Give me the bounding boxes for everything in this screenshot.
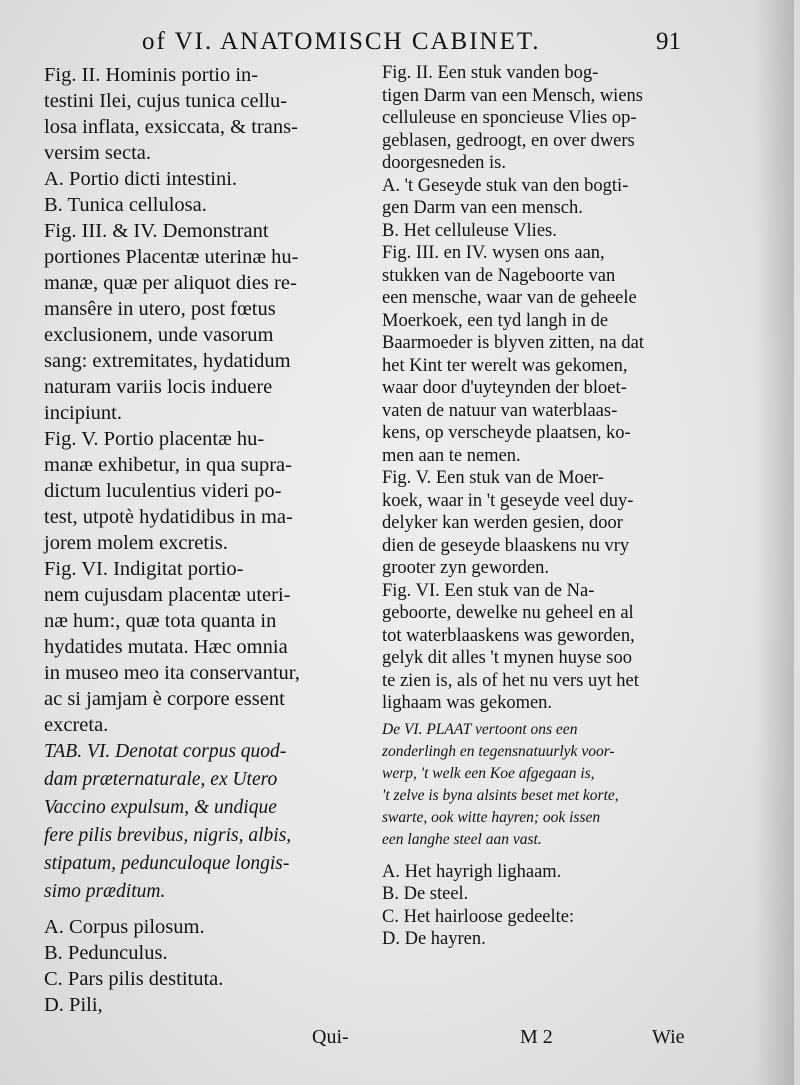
dutch-column bbox=[382, 62, 702, 951]
latin-tab6-b: B. Pedunculus. bbox=[44, 942, 168, 964]
dutch-tab6-b: B. De steel. bbox=[382, 884, 469, 904]
dutch-fig2: Fig. II. Een stuk vanden bog- tigen Darm van een Mensch, wiens celluleuse en sponcieuse Vlies op- geblasen, gedroogt, en over dwers doorgesneden is. bbox=[382, 63, 643, 173]
spacer bbox=[44, 906, 362, 914]
catchword-right: Wie bbox=[652, 1026, 685, 1048]
latin-fig6: Fig. VI. Indigitat portio- nem cujusdam placentæ uteri- næ hum:, quæ tota quanta in hydatides mutata. Hæc omnia in museo meo ita conservantur, ac si jamjam è corpore essent excreta. bbox=[44, 558, 300, 736]
dutch-fig2-b: B. Het celluleuse Vlies. bbox=[382, 220, 557, 241]
dutch-tab6-a: A. Het hayrigh lighaam. bbox=[382, 861, 562, 882]
latin-tab6-a: A. Corpus pilosum. bbox=[44, 916, 205, 938]
spacer bbox=[382, 851, 702, 861]
dutch-fig2-a: A. 't Geseyde stuk van den bogti- gen Darm van een mensch. bbox=[382, 175, 629, 218]
latin-fig3-4: Fig. III. & IV. Demonstrant portiones Placentæ uterinæ hu- manæ, quæ per aliquot dies re- mansêre in utero, post fœtus exclusionem, unde vasorum sang: extremitates, hydatidum naturam variis locis induere incipiunt. bbox=[44, 220, 299, 424]
catchword-left: Qui- bbox=[312, 1026, 349, 1048]
page-number: 91 bbox=[656, 28, 681, 55]
dutch-fig6: Fig. VI. Een stuk van de Na- geboorte, dewelke nu geheel en al tot waterblaaskens was geworden, gelyk dit alles 't mynen huyse soo te zien is, als of het nu vers uyt het lighaam was gekomen. bbox=[382, 580, 639, 713]
dutch-tab6-d: D. De hayren. bbox=[382, 929, 486, 949]
latin-fig5: Fig. V. Portio placentæ hu- manæ exhibetur, in qua supra- dictum luculentius videri po- test, utpotè hydatidibus in ma- jorem molem excretis. bbox=[44, 428, 293, 554]
latin-tab6-d: D. Pili, bbox=[44, 994, 103, 1016]
dutch-fig5: Fig. V. Een stuk van de Moer- koek, waar in 't geseyde veel duy- delyker kan werden gesien, door dien de geseyde blaaskens nu vry grooter zyn geworden. bbox=[382, 468, 634, 578]
latin-fig2: Fig. II. Hominis portio in- testini Ilei, cujus tunica cellu- losa inflata, exsiccata, & trans- versim secta. bbox=[44, 64, 298, 164]
facing-page-shadow bbox=[754, 0, 794, 1085]
dutch-tab6: De VI. PLAAT vertoont ons een zonderlingh en tegensnatuurlyk voor- werp, 't welk een Koe afgegaan is, 't zelve is byna alsints beset met korte, swarte, ook witte hayren; ook issen een langhe steel aan vast. bbox=[382, 720, 619, 848]
latin-fig2-b: B. Tunica cellulosa. bbox=[44, 194, 207, 216]
running-title: of VI. ANATOMISCH CABINET. bbox=[142, 28, 541, 55]
dutch-fig3-4: Fig. III. en IV. wysen ons aan, stukken van de Nageboorte van een mensche, waar van de geheele Moerkoek, een tyd langh in de Baarmoeder is blyven zitten, na dat het Kint ter werelt was gekomen, waar door d'uyteynden der bloet- vaten de natuur van waterblaas- kens, op verscheyde plaatsen, ko- men aan te nemen. bbox=[382, 243, 644, 466]
dutch-tab6-c: C. Het hairloose gedeelte: bbox=[382, 906, 575, 927]
latin-tab6: TAB. VI. Denotat corpus quod- dam præternaturale, ex Utero Vaccino expulsum, & undique fere pilis brevibus, nigris, albis, stipatum, pedunculoque longis- simo præditum. bbox=[44, 741, 292, 902]
latin-tab6-c: C. Pars pilis destituta. bbox=[44, 968, 224, 990]
latin-fig2-a: A. Portio dicti intestini. bbox=[44, 168, 238, 190]
latin-column bbox=[44, 62, 362, 1018]
signature-mark: M 2 bbox=[520, 1026, 553, 1048]
